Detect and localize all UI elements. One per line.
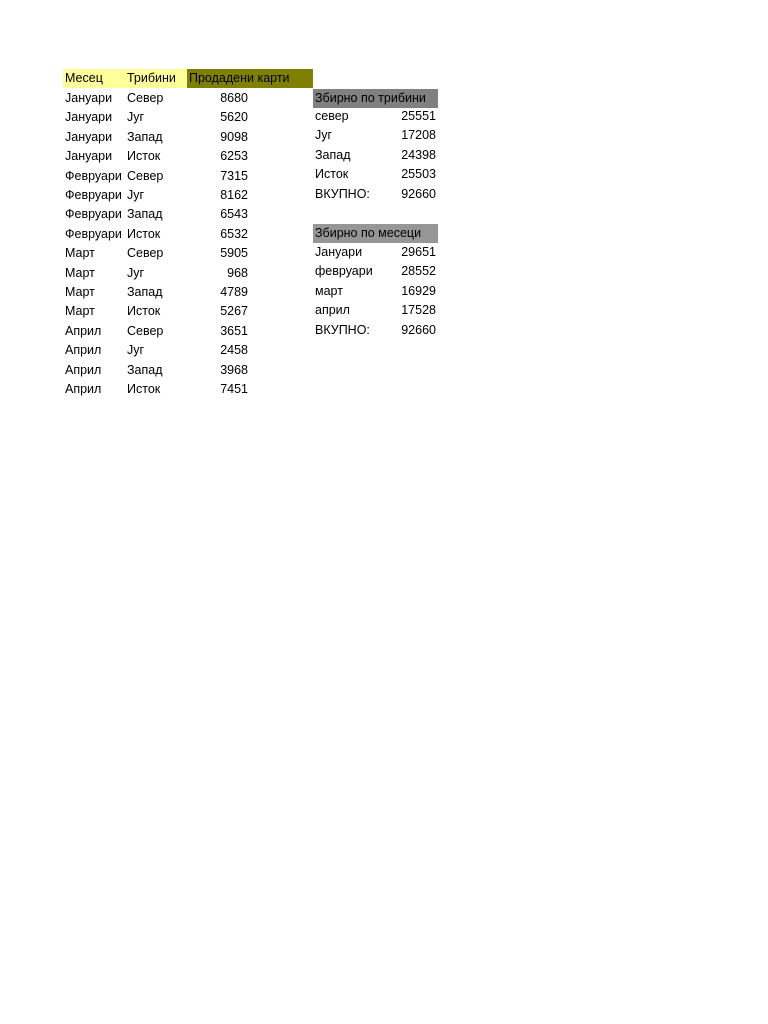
cell-sold[interactable]: 6532: [220, 226, 248, 241]
cell-sold[interactable]: 2458: [220, 343, 248, 358]
cell-sold[interactable]: 7451: [220, 382, 248, 396]
cell-month[interactable]: Април: [65, 343, 102, 358]
cell-sold[interactable]: 6543: [220, 207, 248, 222]
cell-tribune[interactable]: Запад: [127, 207, 163, 222]
header-sold-tickets[interactable]: Продадени карти: [187, 69, 313, 88]
month-summary-value[interactable]: 29651: [401, 245, 436, 259]
month-summary-label[interactable]: март: [315, 283, 343, 298]
tribune-summary-label[interactable]: Исток: [315, 167, 349, 182]
cell-tribune[interactable]: Север: [127, 246, 164, 261]
cell-sold[interactable]: 3651: [220, 323, 248, 338]
cell-tribune[interactable]: Југ: [127, 110, 145, 125]
cell-month[interactable]: Март: [65, 285, 95, 299]
tribune-summary-value[interactable]: 24398: [401, 147, 436, 162]
cell-month[interactable]: Март: [65, 246, 95, 261]
cell-sold[interactable]: 5620: [220, 110, 248, 125]
tribune-summary-value[interactable]: 17208: [401, 128, 436, 143]
cell-sold[interactable]: 3968: [220, 362, 248, 377]
cell-month[interactable]: Февруари: [65, 226, 122, 241]
cell-tribune[interactable]: Север: [127, 323, 164, 338]
summary-by-month-title[interactable]: Збирно по месеци: [313, 224, 438, 243]
cell-month[interactable]: Јануари: [65, 149, 113, 164]
cell-month[interactable]: Јануари: [65, 129, 113, 144]
cell-tribune[interactable]: Запад: [127, 362, 163, 377]
cell-tribune[interactable]: Север: [127, 91, 164, 105]
cell-month[interactable]: Февруари: [65, 168, 122, 183]
header-tribune[interactable]: Трибини: [125, 69, 187, 88]
cell-sold[interactable]: 9098: [220, 129, 248, 144]
tribune-summary-value[interactable]: 92660: [401, 186, 436, 201]
cell-sold[interactable]: 968: [227, 265, 248, 280]
cell-month[interactable]: Април: [65, 323, 102, 338]
month-summary-value[interactable]: 28552: [401, 264, 436, 279]
cell-sold[interactable]: 5905: [220, 246, 248, 261]
cell-month[interactable]: Јануари: [65, 91, 113, 105]
cell-month[interactable]: Февруари: [65, 207, 122, 222]
tribune-summary-value[interactable]: 25551: [401, 109, 436, 123]
month-summary-label[interactable]: февруари: [315, 264, 373, 279]
cell-tribune[interactable]: Југ: [127, 188, 145, 202]
month-summary-value[interactable]: 17528: [401, 303, 436, 318]
tribune-summary-value[interactable]: 25503: [401, 167, 436, 182]
cell-tribune[interactable]: Запад: [127, 285, 163, 299]
cell-sold[interactable]: 6253: [220, 149, 248, 164]
month-summary-label[interactable]: Јануари: [315, 245, 363, 259]
header-month[interactable]: Месец: [63, 69, 125, 88]
cell-month[interactable]: Март: [65, 304, 95, 319]
cell-tribune[interactable]: Југ: [127, 343, 145, 358]
tribune-summary-label[interactable]: север: [315, 109, 349, 123]
tribune-summary-label[interactable]: Југ: [315, 128, 333, 143]
tribune-summary-label[interactable]: Запад: [315, 147, 351, 162]
cell-tribune[interactable]: Југ: [127, 265, 145, 280]
tribune-summary-label[interactable]: ВКУПНО:: [315, 186, 370, 201]
cell-month[interactable]: Април: [65, 382, 102, 396]
month-summary-label[interactable]: април: [315, 303, 350, 318]
month-summary-value[interactable]: 16929: [401, 283, 436, 298]
cell-sold[interactable]: 8680: [220, 91, 248, 105]
cell-tribune[interactable]: Исток: [127, 226, 161, 241]
cell-month[interactable]: Март: [65, 265, 95, 280]
cell-month[interactable]: Февруари: [65, 188, 122, 202]
cell-sold[interactable]: 8162: [220, 188, 248, 202]
cell-tribune[interactable]: Исток: [127, 304, 161, 319]
month-summary-value[interactable]: 92660: [401, 322, 436, 337]
cell-tribune[interactable]: Исток: [127, 149, 161, 164]
cell-month[interactable]: Април: [65, 362, 102, 377]
cell-month[interactable]: Јануари: [65, 110, 113, 125]
cell-sold[interactable]: 7315: [220, 168, 248, 183]
cell-sold[interactable]: 5267: [220, 304, 248, 319]
cell-tribune[interactable]: Исток: [127, 382, 161, 396]
cell-tribune[interactable]: Север: [127, 168, 164, 183]
month-summary-label[interactable]: ВКУПНО:: [315, 322, 370, 337]
cell-tribune[interactable]: Запад: [127, 129, 163, 144]
cell-sold[interactable]: 4789: [220, 285, 248, 299]
summary-by-tribune-title[interactable]: Збирно по трибини: [313, 89, 438, 108]
